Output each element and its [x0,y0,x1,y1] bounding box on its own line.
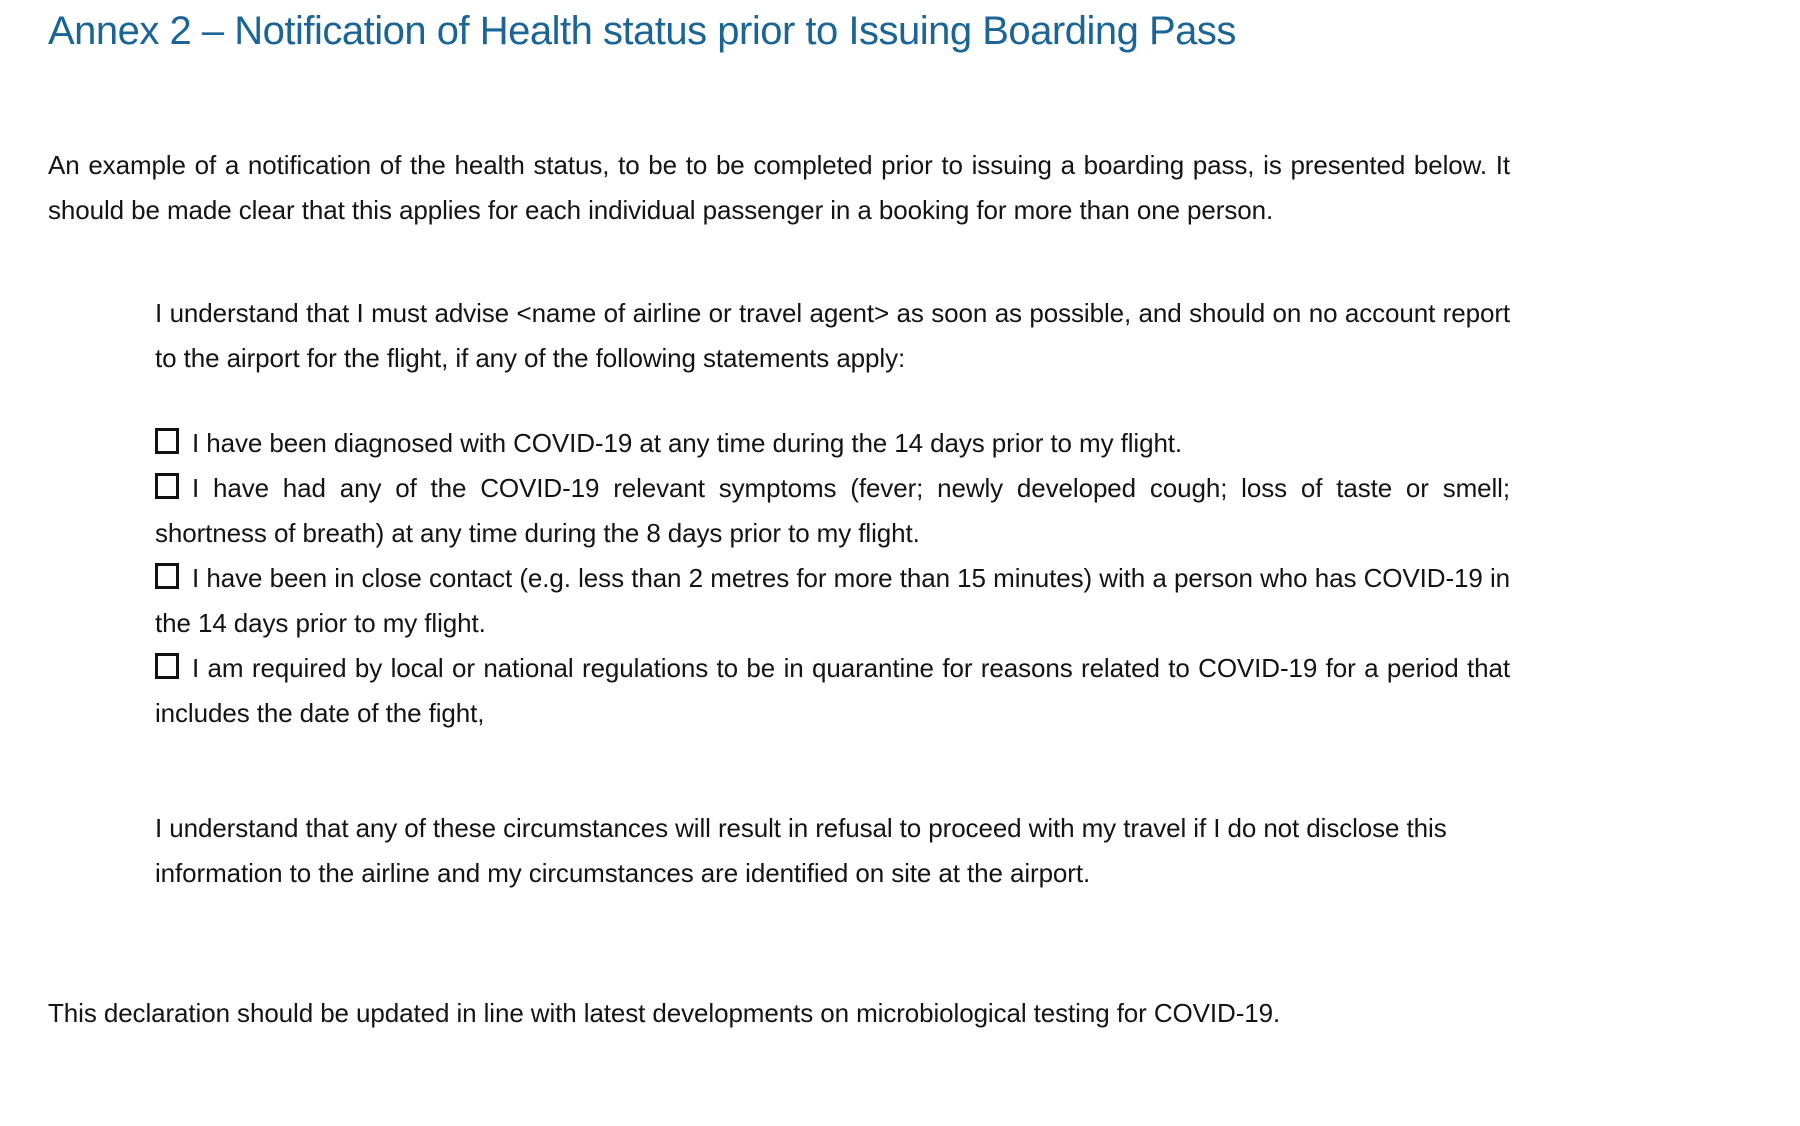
checkbox-icon[interactable] [155,428,179,454]
checklist-item-text: I have been diagnosed with COVID-19 at any time during the 14 days prior to my flight. [192,428,1183,458]
checklist-item [155,466,1510,556]
page-title: Annex 2 – Notification of Health status prior to Issuing Boarding Pass [48,9,1236,53]
checkbox-icon[interactable] [155,473,179,499]
declaration-block [155,291,1510,896]
checkbox-icon[interactable] [155,653,179,679]
checkbox-icon[interactable] [155,563,179,589]
intro-paragraph: An example of a notification of the health status, to be to be completed prior to issuing a boarding pass, is presented below. It should be made clear that this applies for each individual passenger in a booking for more than one person. [48,150,1510,225]
checklist-item-text: I have been in close contact (e.g. less than 2 metres for more than 15 minutes) with a person who has COVID-19 in the 14 days prior to my flight. [155,563,1510,638]
declaration-checklist [155,421,1510,736]
declaration-lead: I understand that I must advise <name of airline or travel agent> as soon as possible, and should on no account report to the airport for the flight, if any of the following statements apply: [155,298,1510,373]
checklist-item [155,556,1510,646]
checklist-item-text: I have had any of the COVID-19 relevant symptoms (fever; newly developed cough; loss of taste or smell; shortness of breath) at any time during the 8 days prior to my flight. [155,473,1510,548]
checklist-item [155,421,1510,466]
checklist-item [155,646,1510,736]
declaration-closing: I understand that any of these circumstances will result in refusal to proceed with my travel if I do not disclose this information to the airline and my circumstances are identified on site at the airport. [155,813,1447,888]
checklist-item-text: I am required by local or national regulations to be in quarantine for reasons related to COVID-19 for a period that includes the date of the fight, [155,653,1510,728]
footer-note: This declaration should be updated in line with latest developments on microbiological testing for COVID-19. [48,998,1281,1028]
